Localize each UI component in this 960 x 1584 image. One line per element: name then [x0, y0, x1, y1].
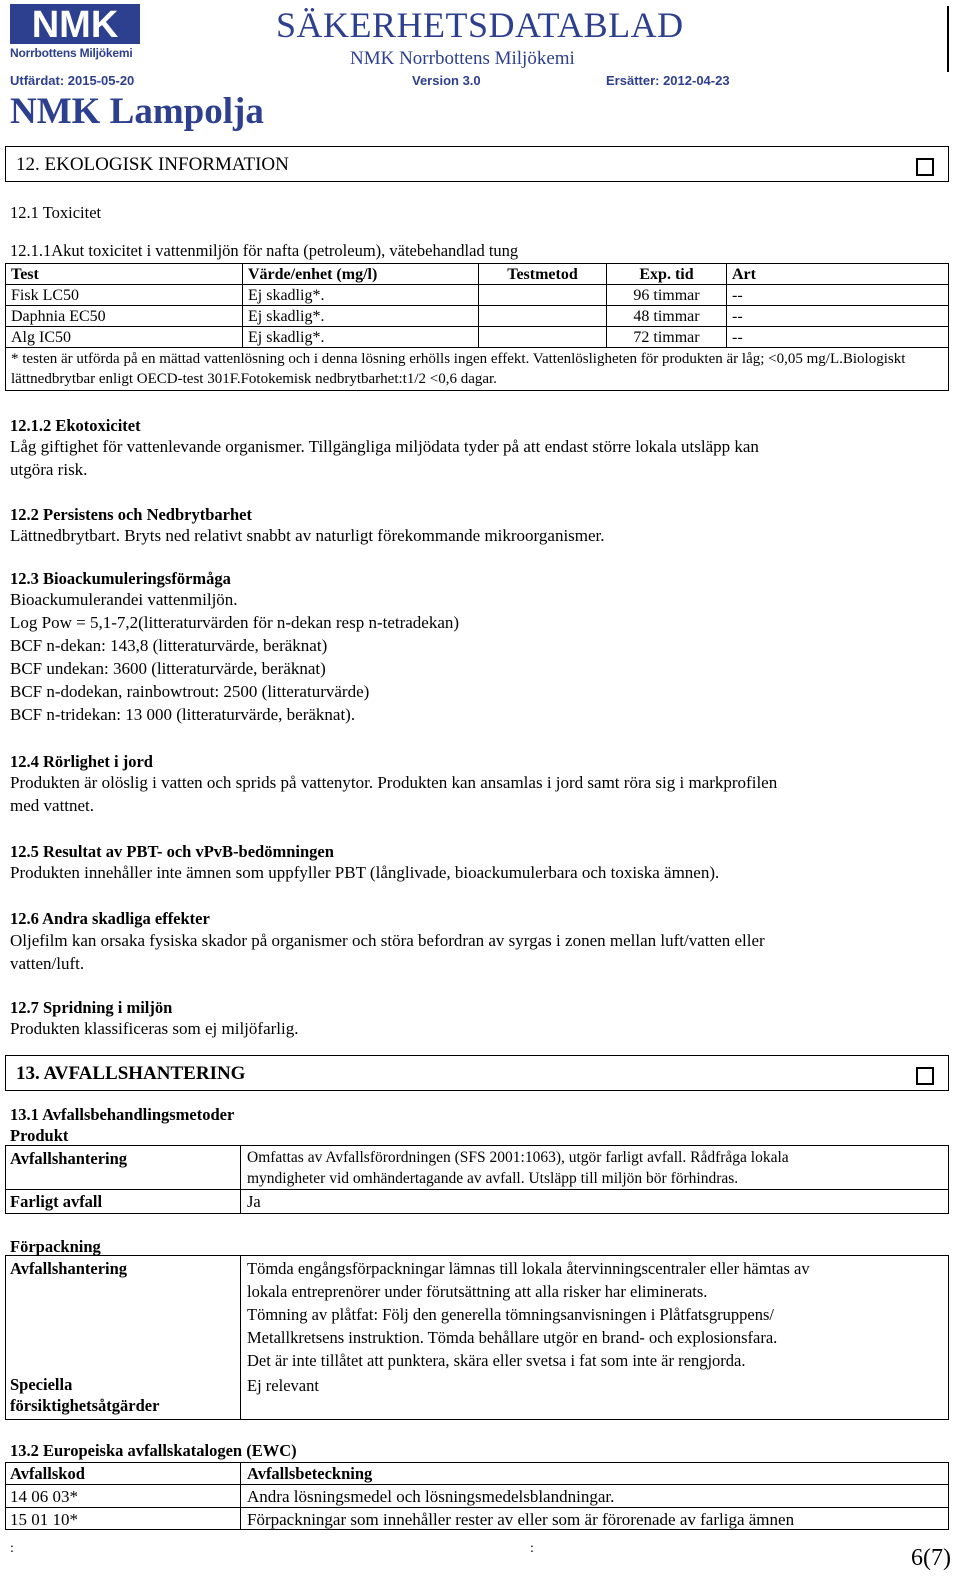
ewc-code: 15 01 10* — [10, 1510, 78, 1529]
section-13-header — [5, 1055, 949, 1091]
table-cell: Ej skadlig*. — [243, 306, 479, 327]
ewc-description: Andra lösningsmedel och lösningsmedelsblandningar. — [247, 1487, 615, 1506]
replaces-date: Ersätter: 2012-04-23 — [606, 73, 730, 88]
packaging-waste-line: Tömda engångsförpackningar lämnas till lokala återvinningscentraler eller hämtas av — [247, 1259, 810, 1278]
pbt-heading: 12.5 Resultat av PBT- och vPvB-bedömningen — [10, 842, 334, 861]
table-cell: Fisk LC50 — [6, 285, 243, 306]
logo-subtitle: Norrbottens Miljökemi — [10, 46, 133, 60]
treatment-methods-heading: 13.1 Avfallsbehandlingsmetoder — [10, 1105, 235, 1124]
page-number: 6(7) — [911, 1545, 951, 1571]
header-divider — [947, 6, 949, 72]
ewc-code: 14 06 03* — [10, 1487, 78, 1506]
special-precautions-value: Ej relevant — [247, 1376, 319, 1395]
company-logo — [10, 4, 140, 66]
toxicity-table — [5, 263, 949, 391]
table-cell: 48 timmar — [607, 306, 727, 327]
checkbox-icon[interactable] — [916, 158, 934, 176]
mobility-heading: 12.4 Rörlighet i jord — [10, 752, 153, 771]
packaging-waste-line: Tömning av plåtfat: Följ den generella tömningsanvisningen i Plåtfatsgruppens/ — [247, 1305, 774, 1324]
table-cell: -- — [727, 285, 949, 306]
section-12-header — [5, 146, 949, 182]
ecotoxicity-text-cont: utgöra risk. — [10, 460, 88, 479]
footer-mark-right: : — [530, 1541, 534, 1556]
company-name: NMK Norrbottens Miljökemi — [350, 48, 575, 69]
section-12-title: 12. EKOLOGISK INFORMATION — [16, 154, 289, 175]
bioaccumulation-line: BCF undekan: 3600 (litteraturvärde, beräknat) — [10, 659, 326, 678]
mobility-text-cont: med vattnet. — [10, 796, 95, 815]
table-row — [6, 306, 949, 327]
document-title: SÄKERHETSDATABLAD — [276, 5, 684, 45]
mobility-text: Produkten är olöslig i vatten och sprids på vattenytor. Produkten kan ansamlas i jord samt röra sig i markprofilen — [10, 773, 778, 792]
special-precautions-label: Speciella — [10, 1375, 73, 1394]
ewc-code-header: Avfallskod — [10, 1464, 85, 1483]
version-label: Version 3.0 — [412, 73, 481, 88]
product-waste-text: Omfattas av Avfallsförordningen (SFS 2001:1063), utgör farligt avfall. Rådfråga lokala — [247, 1149, 789, 1166]
table-note-row — [6, 348, 949, 391]
hazardous-waste-value: Ja — [247, 1192, 261, 1211]
bioaccumulation-line: BCF n-dodekan, rainbowtrout: 2500 (litteraturvärde) — [10, 682, 370, 701]
column-header: Test — [6, 264, 243, 285]
bioaccumulation-line: Bioackumulerandei vattenmiljön. — [10, 590, 238, 609]
persistence-text: Lättnedbrytbart. Bryts ned relativt snabbt av naturligt förekommande mikroorganismer. — [10, 526, 605, 545]
ewc-description-header: Avfallsbeteckning — [247, 1464, 373, 1483]
column-header: Testmetod — [479, 264, 607, 285]
table-cell — [479, 327, 607, 348]
other-effects-text: Oljefilm kan orsaka fysiska skador på organismer och störa befordran av syrgas i zonen mellan luft/vatten eller — [10, 931, 765, 950]
special-precautions-label-cont: försiktighetsåtgärder — [10, 1396, 160, 1415]
table-cell: Ej skadlig*. — [243, 285, 479, 306]
checkbox-icon[interactable] — [916, 1067, 934, 1085]
row-divider — [5, 1484, 949, 1485]
svg-text:NMK: NMK — [31, 4, 119, 46]
table-cell: -- — [727, 306, 949, 327]
pbt-text: Produkten innehåller inte ämnen som uppfyller PBT (långlivade, bioackumulerbara och toxiska ämnen). — [10, 863, 720, 882]
nmk-logo-icon — [10, 4, 140, 46]
packaging-waste-line: Metallkretsens instruktion. Tömda behållare utgör en brand- och explosionsfara. — [247, 1328, 778, 1347]
packaging-waste-line: lokala entreprenörer under förutsättning att alla risker har eliminerats. — [247, 1282, 708, 1301]
table-footnote: * testen är utförda på en mättad vattenlösning och i denna lösning erhölls ingen effekt. Vattenlösligheten för produkten är låg; <0,05 mg/L.Biologiskt lättnedbrytbar enligt OECD-test 301F.Fotokemisk nedbrytbarhet:t1/2 <0,6 dagar. — [6, 348, 949, 391]
column-header: Art — [727, 264, 949, 285]
acute-toxicity-heading: 12.1.1Akut toxicitet i vattenmiljön för nafta (petroleum), vätebehandlad tung — [10, 241, 519, 260]
column-header: Exp. tid — [607, 264, 727, 285]
bioaccumulation-line: Log Pow = 5,1-7,2(litteraturvärden för n-dekan resp n-tetradekan) — [10, 613, 460, 632]
spread-text: Produkten klassificeras som ej miljöfarlig. — [10, 1019, 299, 1038]
table-cell: Daphnia EC50 — [6, 306, 243, 327]
packaging-waste-handling-label: Avfallshantering — [10, 1259, 128, 1278]
row-divider — [5, 1189, 949, 1190]
table-cell — [479, 285, 607, 306]
product-name: NMK Lampolja — [10, 91, 264, 132]
waste-handling-label: Avfallshantering — [10, 1149, 128, 1168]
ewc-heading: 13.2 Europeiska avfallskatalogen (EWC) — [10, 1441, 297, 1460]
packaging-label: Förpackning — [10, 1237, 101, 1256]
table-cell: 72 timmar — [607, 327, 727, 348]
bioaccumulation-line: BCF n-dekan: 143,8 (litteraturvärde, beräknat) — [10, 636, 328, 655]
table-cell: Alg IC50 — [6, 327, 243, 348]
ecotoxicity-text: Låg giftighet för vattenlevande organismer. Tillgängliga miljödata tyder på att endast större lokala utsläpp kan — [10, 437, 759, 456]
section-13-title: 13. AVFALLSHANTERING — [16, 1063, 246, 1084]
product-waste-text-cont: myndigheter vid omhändertagande av avfall. Utsläpp till miljön bör förhindras. — [247, 1170, 739, 1187]
product-label: Produkt — [10, 1126, 69, 1145]
table-header-row — [6, 264, 949, 285]
spread-heading: 12.7 Spridning i miljön — [10, 998, 173, 1017]
bioaccumulation-heading: 12.3 Bioackumuleringsförmåga — [10, 569, 231, 588]
table-cell: 96 timmar — [607, 285, 727, 306]
bioaccumulation-line: BCF n-tridekan: 13 000 (litteraturvärde, beräknat). — [10, 705, 356, 724]
table-row — [6, 285, 949, 306]
hazardous-waste-label: Farligt avfall — [10, 1192, 103, 1211]
other-effects-text-cont: vatten/luft. — [10, 954, 85, 973]
table-cell — [479, 306, 607, 327]
footer-mark-left: : — [10, 1541, 14, 1556]
other-effects-heading: 12.6 Andra skadliga effekter — [10, 909, 210, 928]
packaging-waste-line: Det är inte tillåtet att punktera, skära eller svetsa i fat som inte är rengjorda. — [247, 1351, 746, 1370]
toxicity-heading: 12.1 Toxicitet — [10, 203, 102, 222]
issued-date: Utfärdat: 2015-05-20 — [10, 73, 135, 88]
table-cell: Ej skadlig*. — [243, 327, 479, 348]
ewc-description: Förpackningar som innehåller rester av eller som är förorenade av farliga ämnen — [247, 1510, 795, 1529]
table-cell: -- — [727, 327, 949, 348]
ecotoxicity-heading: 12.1.2 Ekotoxicitet — [10, 416, 141, 435]
persistence-heading: 12.2 Persistens och Nedbrytbarhet — [10, 505, 252, 524]
table-row — [6, 327, 949, 348]
column-header: Värde/enhet (mg/l) — [243, 264, 479, 285]
